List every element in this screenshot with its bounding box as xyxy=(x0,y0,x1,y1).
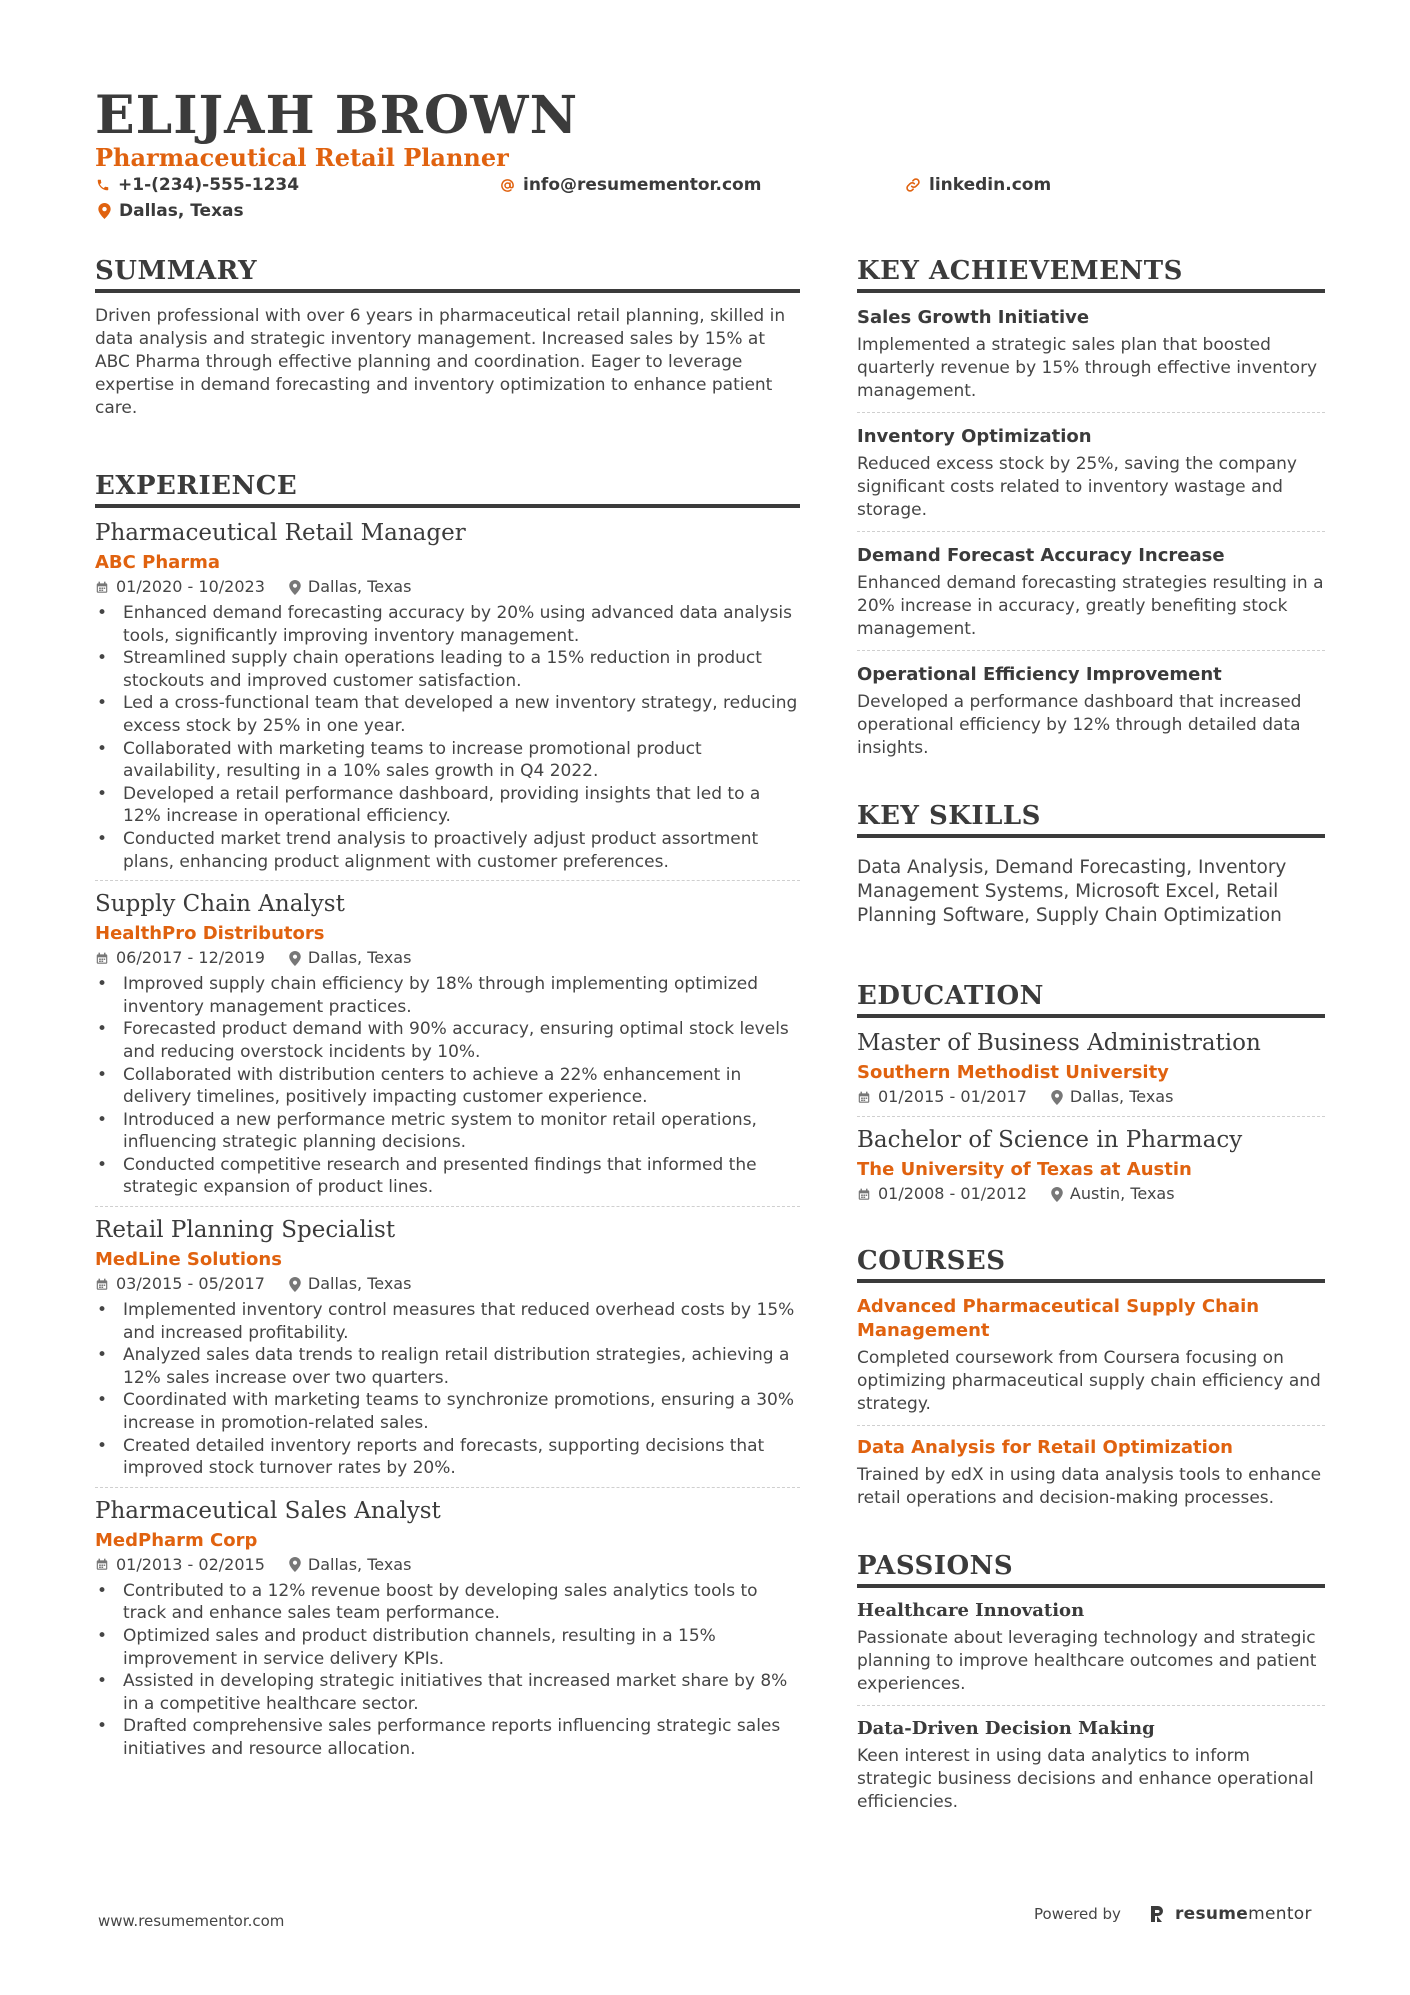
course-text: Trained by edX in using data analysis tools to enhance retail operations and decision-making processes. xyxy=(857,1465,1322,1508)
job-dates: 01/2020 - 10/2023 xyxy=(116,577,265,596)
skills-text: Data Analysis, Demand Forecasting, Inventory Management Systems, Microsoft Excel, Retail Planning Software, Supply Chain Optimization xyxy=(857,857,1287,926)
achievement-text: Implemented a strategic sales plan that boosted quarterly revenue by 15% through effective inventory management. xyxy=(857,335,1318,401)
bullet-item: • Conducted market trend analysis to proactively adjust product assortment plans, enhancing product alignment with customer preferences. xyxy=(95,828,800,873)
job-role: Pharmaceutical Sales Analyst xyxy=(95,1497,441,1524)
passion-title: Data-Driven Decision Making xyxy=(857,1718,1155,1739)
location-pin-icon xyxy=(289,1557,301,1572)
school: The University of Texas at Austin xyxy=(857,1159,1192,1180)
bullet-item: • Optimized sales and product distribution channels, resulting in a 15% improvement in service delivery KPIs. xyxy=(95,1625,800,1670)
education-location: Austin, Texas xyxy=(1069,1184,1175,1203)
location-pin-icon xyxy=(1051,1187,1063,1202)
achievement-item xyxy=(857,424,1325,532)
job-company: MedPharm Corp xyxy=(95,1529,258,1551)
bullet-item: • Improved supply chain efficiency by 18% through implementing optimized inventory management practices. xyxy=(95,973,800,1018)
calendar-icon xyxy=(95,1277,109,1292)
passion-text: Passionate about leveraging technology and strategic planning to improve healthcare outcomes and patient experiences. xyxy=(857,1628,1317,1694)
bullet-item: • Implemented inventory control measures that reduced overhead costs by 15% and increased profitability. xyxy=(95,1299,800,1344)
course-title: Data Analysis for Retail Optimization xyxy=(857,1437,1233,1458)
calendar-icon xyxy=(857,1187,871,1202)
summary-text: Driven professional with over 6 years in pharmaceutical retail planning, skilled in data analysis and strategic inventory management. Increased sales by 15% at ABC Pharma through effective planning and coordination. Eager to leverage expertise in demand forecasting and inventory optimization to enhance patient care. xyxy=(95,306,786,418)
bullet-item: • Developed a retail performance dashboard, providing insights that led to a 12% increase in operational efficiency. xyxy=(95,783,800,828)
divider xyxy=(857,412,1325,413)
contact-email xyxy=(500,174,761,196)
job-location: Dallas, Texas xyxy=(307,577,412,596)
experience-entry xyxy=(95,1215,800,1488)
education-heading: EDUCATION xyxy=(857,980,1325,1018)
link-icon xyxy=(905,177,921,193)
achievement-title: Inventory Optimization xyxy=(857,426,1092,447)
divider xyxy=(857,1425,1325,1426)
contact-location xyxy=(98,200,244,222)
bullet-item: • Forecasted product demand with 90% accuracy, ensuring optimal stock levels and reducing overstock incidents by 10%. xyxy=(95,1018,800,1063)
job-role: Retail Planning Specialist xyxy=(95,1217,396,1244)
education-dates: 01/2008 - 01/2012 xyxy=(878,1184,1027,1203)
brand-bold: resume xyxy=(1174,1904,1249,1924)
candidate-title: Pharmaceutical Retail Planner xyxy=(95,143,509,172)
bullet-item: • Conducted competitive research and presented findings that informed the strategic expansion of product lines. xyxy=(95,1154,800,1199)
education-meta xyxy=(857,1086,1325,1108)
location-pin-icon xyxy=(98,203,111,219)
education-entry xyxy=(857,1125,1325,1205)
course-title: Advanced Pharmaceutical Supply Chain Management xyxy=(857,1296,1260,1341)
achievement-text: Developed a performance dashboard that increased operational efficiency by 12% through detailed data insights. xyxy=(857,692,1302,758)
job-meta xyxy=(95,1273,800,1295)
location-pin-icon xyxy=(289,1277,301,1292)
job-role: Supply Chain Analyst xyxy=(95,891,345,918)
job-location: Dallas, Texas xyxy=(307,1554,412,1574)
location-pin-icon xyxy=(1051,1090,1063,1105)
location-text: Dallas, Texas xyxy=(119,201,244,221)
school: Southern Methodist University xyxy=(857,1062,1169,1083)
job-dates: 03/2015 - 05/2017 xyxy=(116,1274,265,1294)
bullet-item: • Assisted in developing strategic initiatives that increased market share by 8% in a competitive healthcare sector. xyxy=(95,1670,800,1715)
bullet-item: • Enhanced demand forecasting accuracy by 20% using advanced data analysis tools, significantly improving inventory management. xyxy=(95,602,800,647)
bullet-item: • Led a cross-functional team that developed a new inventory strategy, reducing excess stock by 25% in one year. xyxy=(95,692,800,737)
bullet-item: • Created detailed inventory reports and forecasts, supporting decisions that improved stock turnover rates by 20%. xyxy=(95,1435,800,1480)
job-meta xyxy=(95,576,800,598)
course-item xyxy=(857,1436,1325,1510)
experience-entry xyxy=(95,889,800,1207)
bullet-item: • Streamlined supply chain operations leading to a 15% reduction in product stockouts and improved customer satisfaction. xyxy=(95,647,800,692)
contact-phone xyxy=(96,174,299,196)
skills-heading: KEY SKILLS xyxy=(857,800,1325,838)
achievement-text: Reduced excess stock by 25%, saving the company significant costs related to inventory wastage and storage. xyxy=(857,454,1297,520)
bullet-item: • Drafted comprehensive sales performance reports influencing strategic sales initiatives and resource allocation. xyxy=(95,1715,800,1760)
achievements-heading: KEY ACHIEVEMENTS xyxy=(857,255,1325,293)
contact-linkedin xyxy=(905,174,1051,196)
achievement-item xyxy=(857,305,1325,413)
divider xyxy=(857,650,1325,651)
experience-entry xyxy=(95,1496,800,1761)
email-text[interactable]: info@resumementor.com xyxy=(523,175,762,195)
job-role: Pharmaceutical Retail Manager xyxy=(95,520,466,546)
job-dates: 01/2013 - 02/2015 xyxy=(116,1554,265,1574)
divider xyxy=(95,1487,800,1488)
achievement-text: Enhanced demand forecasting strategies resulting in a 20% increase in accuracy, greatly benefiting stock management. xyxy=(857,573,1324,639)
bullet-item: • Coordinated with marketing teams to synchronize promotions, ensuring a 30% increase in promotion-related sales. xyxy=(95,1389,800,1434)
education-entry xyxy=(857,1028,1325,1117)
achievement-title: Sales Growth Initiative xyxy=(857,307,1090,328)
job-location: Dallas, Texas xyxy=(307,948,412,968)
calendar-icon xyxy=(95,1557,109,1572)
course-text: Completed coursework from Coursera focusing on optimizing pharmaceutical supply chain efficiency and strategy. xyxy=(857,1348,1321,1414)
job-bullets xyxy=(95,602,800,873)
bullet-item: • Collaborated with distribution centers to achieve a 22% enhancement in delivery timelines, positively impacting customer experience. xyxy=(95,1064,800,1109)
job-meta xyxy=(95,947,800,969)
achievement-item xyxy=(857,543,1325,651)
courses-heading: COURSES xyxy=(857,1245,1325,1283)
footer-website[interactable]: www.resumementor.com xyxy=(98,1912,285,1930)
brand-light: mentor xyxy=(1248,1904,1312,1924)
powered-by-label: Powered by xyxy=(1034,1905,1121,1923)
linkedin-text[interactable]: linkedin.com xyxy=(929,175,1052,195)
phone-icon xyxy=(96,178,110,192)
achievement-title: Demand Forecast Accuracy Increase xyxy=(857,545,1225,566)
experience-entry xyxy=(95,518,800,881)
calendar-icon xyxy=(95,951,109,966)
job-bullets xyxy=(95,1580,800,1761)
location-pin-icon xyxy=(289,951,301,966)
calendar-icon xyxy=(95,580,109,595)
job-company: HealthPro Distributors xyxy=(95,923,325,945)
job-bullets xyxy=(95,1299,800,1480)
education-meta xyxy=(857,1183,1325,1205)
left-column xyxy=(95,255,800,1761)
divider xyxy=(95,880,800,881)
achievement-item xyxy=(857,662,1325,760)
job-bullets xyxy=(95,973,800,1199)
divider xyxy=(857,1705,1325,1706)
achievement-title: Operational Efficiency Improvement xyxy=(857,664,1222,685)
passion-item xyxy=(857,1716,1325,1814)
education-dates: 01/2015 - 01/2017 xyxy=(878,1087,1027,1106)
education-location: Dallas, Texas xyxy=(1069,1087,1174,1106)
passion-text: Keen interest in using data analytics to inform strategic business decisions and enhance operational efficiencies. xyxy=(857,1746,1314,1812)
course-item xyxy=(857,1295,1325,1426)
phone-text[interactable]: +1-(234)-555-1234 xyxy=(118,175,300,195)
bullet-item: • Analyzed sales data trends to realign retail distribution strategies, achieving a 12% sales increase over two quarters. xyxy=(95,1344,800,1389)
footer-branding xyxy=(1034,1904,1312,1924)
job-meta xyxy=(95,1554,800,1576)
passion-item xyxy=(857,1598,1325,1706)
divider xyxy=(95,1206,800,1207)
resumementor-logo-icon xyxy=(1149,1904,1165,1924)
right-column xyxy=(857,255,1325,1814)
location-pin-icon xyxy=(289,580,301,595)
divider xyxy=(857,531,1325,532)
degree: Bachelor of Science in Pharmacy xyxy=(857,1127,1243,1153)
job-company: MedLine Solutions xyxy=(95,1249,282,1271)
bullet-item: • Contributed to a 12% revenue boost by developing sales analytics tools to track and enhance sales team performance. xyxy=(95,1580,800,1625)
candidate-name: ELIJAH BROWN xyxy=(95,85,579,146)
degree: Master of Business Administration xyxy=(857,1030,1261,1056)
experience-heading: EXPERIENCE xyxy=(95,470,800,508)
passion-title: Healthcare Innovation xyxy=(857,1600,1085,1621)
at-icon xyxy=(500,178,515,193)
job-dates: 06/2017 - 12/2019 xyxy=(116,948,265,968)
job-location: Dallas, Texas xyxy=(307,1274,412,1294)
bullet-item: • Collaborated with marketing teams to increase promotional product availability, resulting in a 10% sales growth in Q4 2022. xyxy=(95,738,800,783)
divider xyxy=(857,1116,1325,1117)
calendar-icon xyxy=(857,1090,871,1105)
brand-name xyxy=(1175,1904,1312,1924)
bullet-item: • Introduced a new performance metric system to monitor retail operations, influencing strategic planning decisions. xyxy=(95,1109,800,1154)
passions-heading: PASSIONS xyxy=(857,1550,1325,1588)
job-company: ABC Pharma xyxy=(95,552,221,573)
summary-heading: SUMMARY xyxy=(95,255,800,293)
